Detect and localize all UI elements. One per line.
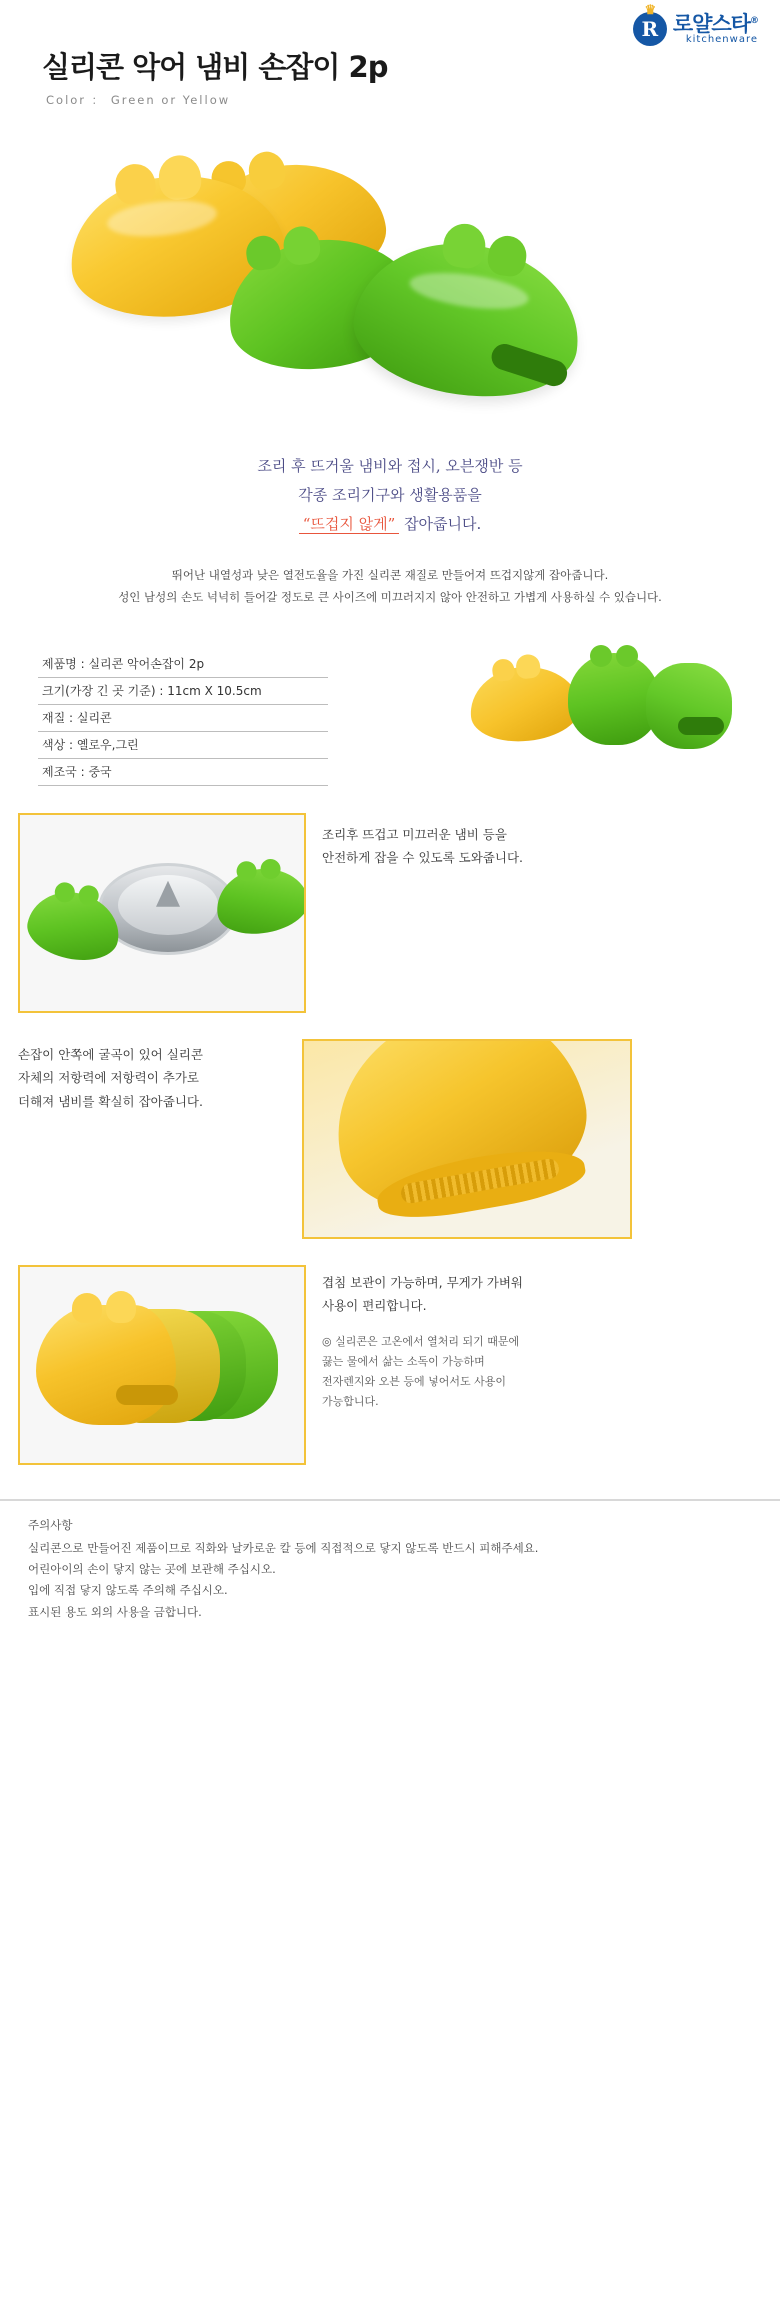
caution-line-1: 실리콘으로 만들어진 제품이므로 직화와 날카로운 칼 등에 직접적으로 닿지 않도록 반드시 피해주세요. (28, 1540, 539, 1555)
mitt-green-front (346, 230, 590, 410)
brand-subtitle: kitchenware (685, 33, 758, 45)
spec-table (38, 651, 328, 786)
description-line-2: 성인 남성의 손도 넉넉히 들어갈 정도로 큰 사이즈에 미끄러지지 않아 안전하고 가볍게 사용하실 수 있습니다. (118, 589, 662, 604)
mitt-green-small-front (646, 663, 732, 749)
product-description (0, 565, 780, 609)
script-highlight: “뜨겁지 않게” (299, 515, 400, 534)
brand-logo (633, 3, 758, 46)
mitt-eye (491, 658, 515, 682)
mitt-eye (157, 153, 203, 201)
caution-footer (0, 1499, 780, 1649)
stacked-mitts-photo (18, 1265, 306, 1465)
feature-row-2 (0, 1039, 780, 1239)
spec-row: 크기(가장 긴 곳 기준) : 11cm X 10.5cm (38, 678, 328, 705)
caution-line-3: 입에 직접 닿지 않도록 주의해 주십시오. (28, 1583, 228, 1598)
feature-row-1 (0, 813, 780, 1013)
feature-1-text (322, 813, 523, 871)
page-title: 실리콘 악어 냄비 손잡이 2p (42, 50, 388, 84)
page-subtitle: Color ： Green or Yellow (46, 93, 231, 107)
mitt-green-right (211, 861, 306, 940)
feature-2-line-2: 자체의 저항력에 저항력이 추가로 (18, 1070, 199, 1086)
note-line-3: 전자렌지와 오븐 등에 넣어서도 사용이 (322, 1374, 507, 1388)
mitt-eye (106, 1291, 136, 1323)
feature-1-line-2: 안전하게 잡을 수 있도록 도와줍니다. (322, 850, 523, 866)
spec-row: 색상 : 옐로우,그린 (38, 732, 328, 759)
caution-line-2: 어린아이의 손이 닿지 않는 곳에 보관해 주십시오. (28, 1562, 276, 1577)
pot-with-green-mitts-photo (18, 813, 306, 1013)
note-line-4: 가능합니다. (322, 1394, 379, 1408)
mitt-eye (72, 1293, 102, 1323)
brand-name: 로얄스타® (672, 11, 758, 36)
feature-1-line-1: 조리후 뜨겁고 미끄러운 냄비 등을 (322, 826, 507, 842)
feature-3-line-2: 사용이 편리합니다. (322, 1298, 427, 1314)
feature-2-line-3: 더해져 냄비를 확실히 잡아줍니다. (18, 1094, 203, 1110)
mitt-yellow-small (466, 661, 583, 746)
feature-3-line-1: 겹침 보관이 가능하며, 무게가 가벼워 (322, 1274, 523, 1290)
yellow-mitt-grip-detail-photo (302, 1039, 632, 1239)
script-line-2: 각종 조리기구와 생활용품을 (298, 485, 482, 504)
caution-line-4: 표시된 용도 외의 사용을 금합니다. (28, 1604, 202, 1619)
script-line-3-rest: 잡아줍니다. (404, 515, 482, 533)
spec-row: 제조국 : 중국 (38, 759, 328, 786)
handwriting-block (0, 452, 780, 539)
description-line-1: 뛰어난 내열성과 낮은 열전도율을 가진 실리콘 재질로 만들어져 뜨겁지않게 잡아줍니다. (171, 568, 609, 582)
crown-icon: ♛ (644, 3, 656, 18)
note-line-2: 끓는 물에서 삶는 소독이 가능하며 (322, 1354, 485, 1368)
feature-2-line-1: 손잡이 안쪽에 굴곡이 있어 실리콘 (18, 1046, 203, 1062)
feature-row-3 (0, 1265, 780, 1465)
spec-row: 재질 : 실리콘 (38, 705, 328, 732)
spec-section (0, 637, 780, 787)
feature-3-note (322, 1332, 523, 1411)
brand-mark-icon (633, 3, 667, 46)
script-line-1: 조리 후 뜨거울 냄비와 접시, 오븐쟁반 등 (257, 457, 523, 475)
hero-product-photo (0, 140, 780, 440)
spec-row: 제품명 : 실리콘 악어손잡이 2p (38, 651, 328, 678)
page-header (0, 0, 780, 140)
brand-mark-letter: R (641, 17, 659, 41)
feature-3-text (322, 1265, 523, 1319)
spec-product-photo (460, 637, 740, 777)
feature-2-text (18, 1039, 286, 1114)
mitt-opening (116, 1385, 178, 1405)
feature-3-text-block (322, 1265, 523, 1412)
script-line-3 (0, 509, 780, 539)
caution-heading: 주의사항 (28, 1517, 73, 1532)
registered-mark: ® (750, 15, 758, 26)
stack-yellow-front (36, 1305, 176, 1425)
mitt-eye (616, 645, 638, 667)
mitt-opening (678, 717, 724, 735)
note-line-1: ◎ 실리콘은 고온에서 열처리 되기 때문에 (322, 1335, 520, 1349)
mitt-eye (515, 653, 541, 679)
mitt-eye (590, 645, 612, 667)
brand-text (673, 13, 758, 46)
